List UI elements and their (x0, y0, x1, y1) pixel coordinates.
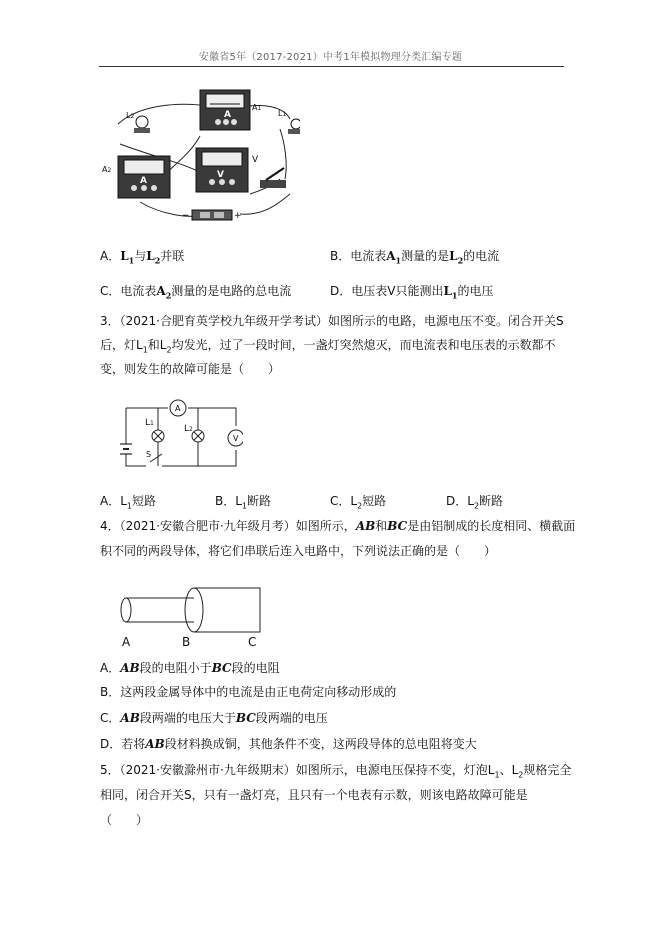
fig3-switch-label: S (146, 450, 152, 459)
q2-option-c[interactable]: C．电流表$A_2$测量的是电路的总电流 (100, 284, 292, 301)
fig3-l1-label: L1 (145, 418, 154, 428)
fig1-plus: + (234, 211, 242, 221)
fig1-label-l2: L2 (126, 111, 135, 120)
fig4-label-a: A (122, 635, 131, 649)
fig1-sub-a1: A1 (252, 103, 262, 112)
fig1-label-l1: L1 (278, 109, 287, 118)
fig1-circuit-photo (100, 84, 300, 226)
q2-option-b[interactable]: B．电流表$A_1$测量的是$L_2$的电流 (330, 249, 500, 266)
q5-answer-bracket: （ ） (100, 813, 149, 827)
fig1-label-a1: A (224, 110, 231, 120)
fig3-ammeter-label: A (175, 404, 181, 413)
page-header: 安徽省5年（2017-2021）中考1年模拟物理分类汇编专题 (198, 52, 463, 63)
fig1-label-a2: A (140, 176, 147, 186)
fig3-voltmeter-label: V (233, 434, 239, 443)
q3-stem-line1: 3．（2021·合肥育英学校九年级开学考试）如图所示的电路，电源电压不变。闭合开关S (100, 314, 564, 328)
fig3-l2-label: L2 (184, 424, 193, 434)
q3-option-a[interactable]: A．$L_1$短路 (100, 494, 157, 511)
q5-stem-line1: 5．（2021·安徽滁州市·九年级期末）如图所示，电源电压保持不变，灯泡$L_1$、$L_2$规格完全 (100, 763, 572, 780)
q4-stem-line2: 积不同的两段导体，将它们串联后连入电路中，下列说法正确的是（ ） (100, 544, 497, 558)
fig1-label-v: V (217, 170, 224, 180)
fig1-label-v-outer: V (252, 155, 259, 165)
q4-option-b[interactable]: B．这两段金属导体中的电流是由正电荷定向移动形成的 (100, 685, 397, 699)
fig4-label-b: B (182, 635, 191, 649)
fig1-sub-a2: A2 (102, 165, 112, 174)
q3-stem-line3: 变，则发生的故障可能是（ ） (100, 362, 281, 376)
fig3-circuit-diagram (118, 396, 243, 470)
q2-option-a[interactable]: A．$L_1$与$L_2$并联 (100, 249, 185, 266)
fig4-conductors (112, 580, 272, 652)
header-rule (99, 66, 564, 67)
q3-option-b[interactable]: B．$L_1$断路 (215, 494, 272, 511)
q4-option-a[interactable]: A．AB段的电阻小于BC段的电阻 (100, 661, 280, 675)
fig1-minus: − (182, 211, 190, 221)
q3-option-d[interactable]: D．$L_2$断路 (446, 494, 504, 511)
q3-stem-line2: 后，灯$L_1$和$L_2$均发光，过了一段时间，一盏灯突然熄灭，而电流表和电压表的示数都不 (100, 338, 556, 355)
q4-option-d[interactable]: D．若将AB段材料换成铜，其他条件不变，这两段导体的总电阻将变大 (100, 737, 477, 751)
q5-stem-line2: 相同，闭合开关S，只有一盏灯亮，且只有一个电表有示数，则该电路故障可能是 (100, 788, 528, 802)
fig4-label-c: C (248, 635, 257, 649)
q4-stem-line1: 4．（2021·安徽合肥市·九年级月考）如图所示，AB和BC是由铝制成的长度相同、横截面 (100, 519, 576, 533)
q2-option-d[interactable]: D．电压表V只能测出$L_1$的电压 (330, 284, 494, 301)
q3-option-c[interactable]: C．$L_2$短路 (330, 494, 387, 511)
q4-option-c[interactable]: C．AB段两端的电压大于BC段两端的电压 (100, 711, 328, 725)
